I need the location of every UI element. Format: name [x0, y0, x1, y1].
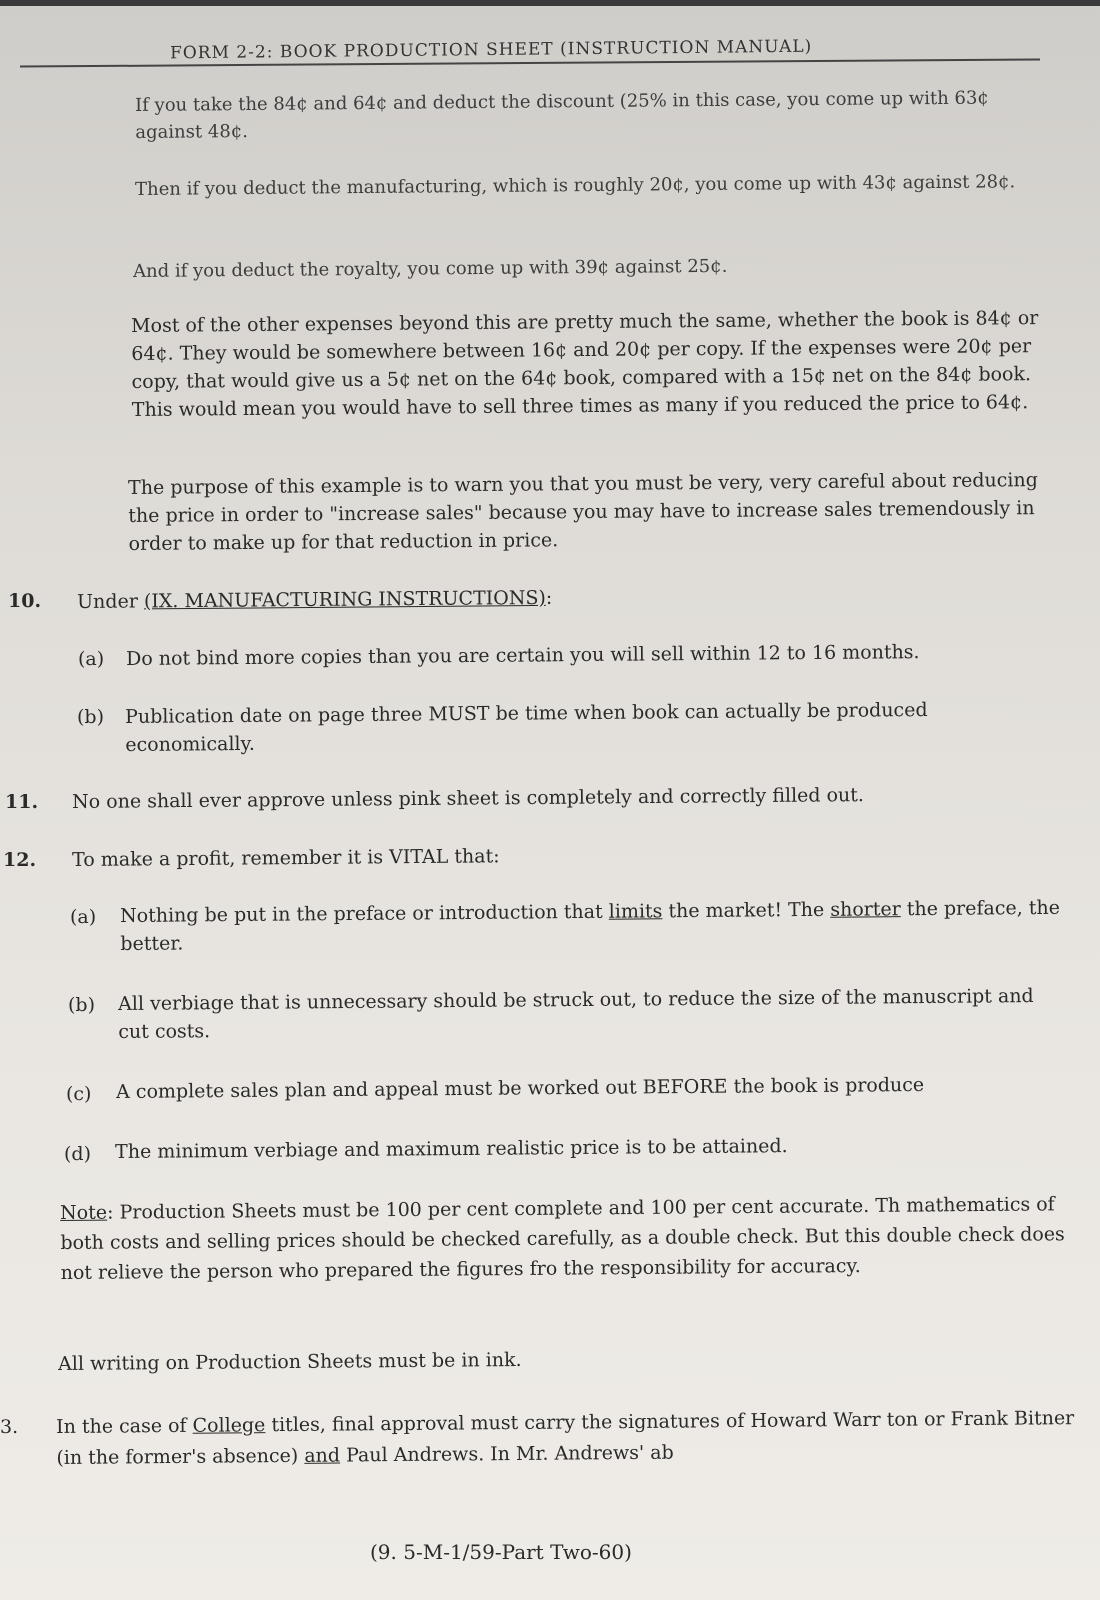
item-10-lead: Under: [77, 590, 138, 613]
item-label: (d): [64, 1143, 91, 1165]
paragraph-purpose: The purpose of this example is to warn you that you must be very, very careful about reducing the price in order to "increase sales" because you may have to increase sales tremendously in order to make up for that reduction in price.: [128, 469, 1038, 555]
item-10-colon: :: [545, 586, 553, 609]
paragraph-expenses: Most of the other expenses beyond this are pretty much the same, whether the book is 84¢ or 64¢. They would be somewhere between 16¢ and 20¢ per copy. If the expenses were 20¢ per copy, that would give us a 5¢ net on the 64¢ book, compared with a 15¢ net on the 84¢ book. This would mean you would have to sell three times as many if you reduced the price to 64¢.: [131, 307, 1039, 421]
item-13-part: In the case of: [56, 1414, 187, 1438]
item-13-part: Paul Andrews. In Mr. Andrews' ab: [345, 1441, 674, 1467]
item-label: (a): [70, 906, 97, 928]
item-number: 11.: [5, 791, 39, 813]
emphasis-college: College: [192, 1414, 266, 1437]
paragraph-manufacturing: Then if you deduct the manufacturing, which is roughly 20¢, you come up with 43¢ against 28¢.: [135, 171, 1016, 200]
emphasis-shorter: shorter: [830, 898, 901, 921]
note-text: : Production Sheets must be 100 per cent complete and 100 per cent accurate. Th mathematics of both costs and selling prices should be checked carefully, as a double check. But this double check does not relieve the person who prepared the figures fro the responsibility for accuracy.: [60, 1193, 1065, 1284]
item-12a-text: [120, 894, 1060, 958]
emphasis-limits: limits: [608, 900, 663, 923]
top-edge-shadow: [0, 0, 1100, 6]
item-label: (b): [68, 994, 95, 1016]
item-11-text: No one shall ever approve unless pink sheet is completely and correctly filled out.: [72, 784, 865, 813]
item-10b-text: Publication date on page three MUST be time when book can actually be produced economically.: [125, 698, 928, 756]
item-number: 12.: [3, 849, 37, 871]
ink-instruction: All writing on Production Sheets must be in ink.: [58, 1348, 522, 1375]
item-label: (a): [78, 648, 105, 670]
item-12a-part: Nothing be put in the preface or introduction that: [120, 900, 603, 927]
item-number: 3.: [0, 1416, 19, 1438]
item-label: (c): [66, 1083, 92, 1105]
item-12d-text: The minimum verbiage and maximum realistic price is to be attained.: [115, 1135, 788, 1163]
item-12a-part: the preface, the better.: [120, 896, 1060, 955]
item-12b-text: All verbiage that is unnecessary should be struck out, to reduce the size of the manuscript and cut costs.: [118, 985, 1034, 1043]
footer-code: (9. 5-M-1/59-Part Two-60): [370, 1540, 632, 1564]
item-10-heading: [77, 580, 977, 616]
section-reference: (IX. MANUFACTURING INSTRUCTIONS): [143, 586, 546, 613]
item-12c-text: A complete sales plan and appeal must be worked out BEFORE the book is produce: [116, 1073, 925, 1103]
item-13-text: [56, 1403, 1100, 1474]
item-10a-text: Do not bind more copies than you are certain you will sell within 12 to 16 months.: [126, 641, 920, 670]
item-number: 10.: [8, 590, 42, 612]
paragraph-discount: If you take the 84¢ and 64¢ and deduct the discount (25% in this case, you come up with 63¢ against 48¢.: [135, 87, 989, 143]
form-header: FORM 2-2: BOOK PRODUCTION SHEET (INSTRUCTION MANUAL): [169, 36, 813, 64]
item-13-part: titles, final approval must carry the signatures of Howard Warr ton or Frank Bitner (in the former's absence): [56, 1407, 1075, 1469]
item-12-text: To make a profit, remember it is VITAL that:: [72, 845, 500, 871]
emphasis-and: and: [304, 1444, 341, 1467]
item-label: (b): [77, 706, 104, 728]
item-12a-part: the market! The: [668, 898, 825, 923]
paragraph-royalty: And if you deduct the royalty, you come up with 39¢ against 25¢.: [133, 255, 728, 282]
note-label: Note: [60, 1201, 108, 1224]
note-paragraph: [60, 1189, 1100, 1288]
